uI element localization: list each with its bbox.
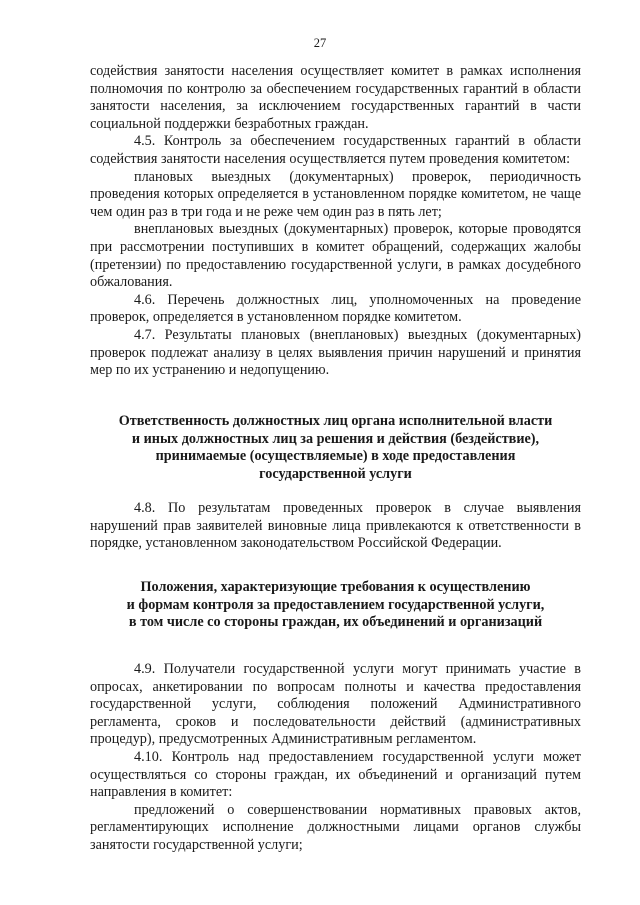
heading-line: государственной услуги	[259, 465, 412, 482]
paragraph-unplanned-inspections: внеплановых выездных (документарных) проверок, которые проводятся при рассмотрении поступивших в комитет обращений, содержащих жалобы (претензии) по предоставлению государственной услуги, в рамках досудебного обжалования.	[90, 221, 581, 291]
page-number: 27	[313, 36, 327, 50]
heading-line: Ответственность должностных лиц органа исполнительной власти	[118, 413, 553, 429]
paragraph-4-6: 4.6. Перечень должностных лиц, уполномоченных на проведение проверок, определяется в установленном порядке комитетом.	[90, 291, 581, 326]
text-block-1	[90, 63, 581, 380]
paragraph-4-5: 4.5. Контроль за обеспечением государственных гарантий в области содействия занятости населения осуществляется путем проведения комитетом:	[90, 133, 581, 167]
section-heading-responsibility	[90, 413, 581, 483]
paragraph-4-10: 4.10. Контроль над предоставлением государственной услуги может осуществляться со стороны граждан, их объединений и организаций путем направления в комитет:	[90, 748, 581, 801]
section-heading-control-provisions	[90, 579, 581, 632]
paragraph-4-9: 4.9. Получатели государственной услуги могут принимать участие в опросах, анкетировании по вопросам полноты и качества предоставления государственной услуги, соблюдения положений Административного регламента, сроков и последовательности действий (административных процедур), предусмотренных Административным регламентом.	[90, 661, 581, 748]
heading-line: в том числе со стороны граждан, их объединений и организаций	[128, 614, 543, 631]
text-block-3	[90, 661, 581, 855]
heading-line: и иных должностных лиц за решения и действия (бездействие),	[131, 430, 540, 447]
paragraph-proposals: предложений о совершенствовании нормативных правовых актов, регламентирующих исполнение должностными лицами органов службы занятости государственной услуги;	[90, 801, 581, 853]
heading-line: Положения, характеризующие требования к осуществлению	[140, 579, 531, 595]
paragraph-4-7: 4.7. Результаты плановых (внеплановых) выездных (документарных) проверок подлежат анализу в целях выявления причин нарушений и принятия мер по их устранению и недопущению.	[90, 326, 581, 379]
heading-line: принимаемые (осуществляемые) в ходе предоставления	[155, 448, 516, 465]
heading-line: и формам контроля за предоставлением государственной услуги,	[126, 596, 545, 613]
paragraph-4-8: 4.8. По результатам проведенных проверок в случае выявления нарушений прав заявителей виновные лица привлекаются к ответственности в порядке, установленном законодательством Российской Федерации.	[90, 500, 581, 552]
paragraph-planned-inspections: плановых выездных (документарных) проверок, периодичность проведения которых определяется в установленном порядке комитетом, не чаще чем один раз в три года и не реже чем один раз в пять лет;	[90, 168, 581, 220]
paragraph: содействия занятости населения осуществляет комитет в рамках исполнения полномочия по контролю за обеспечением государственных гарантий в области занятости населения, за исключением государственных гарантий в части социальной поддержки безработных граждан.	[90, 63, 581, 132]
text-block-2	[90, 500, 581, 553]
